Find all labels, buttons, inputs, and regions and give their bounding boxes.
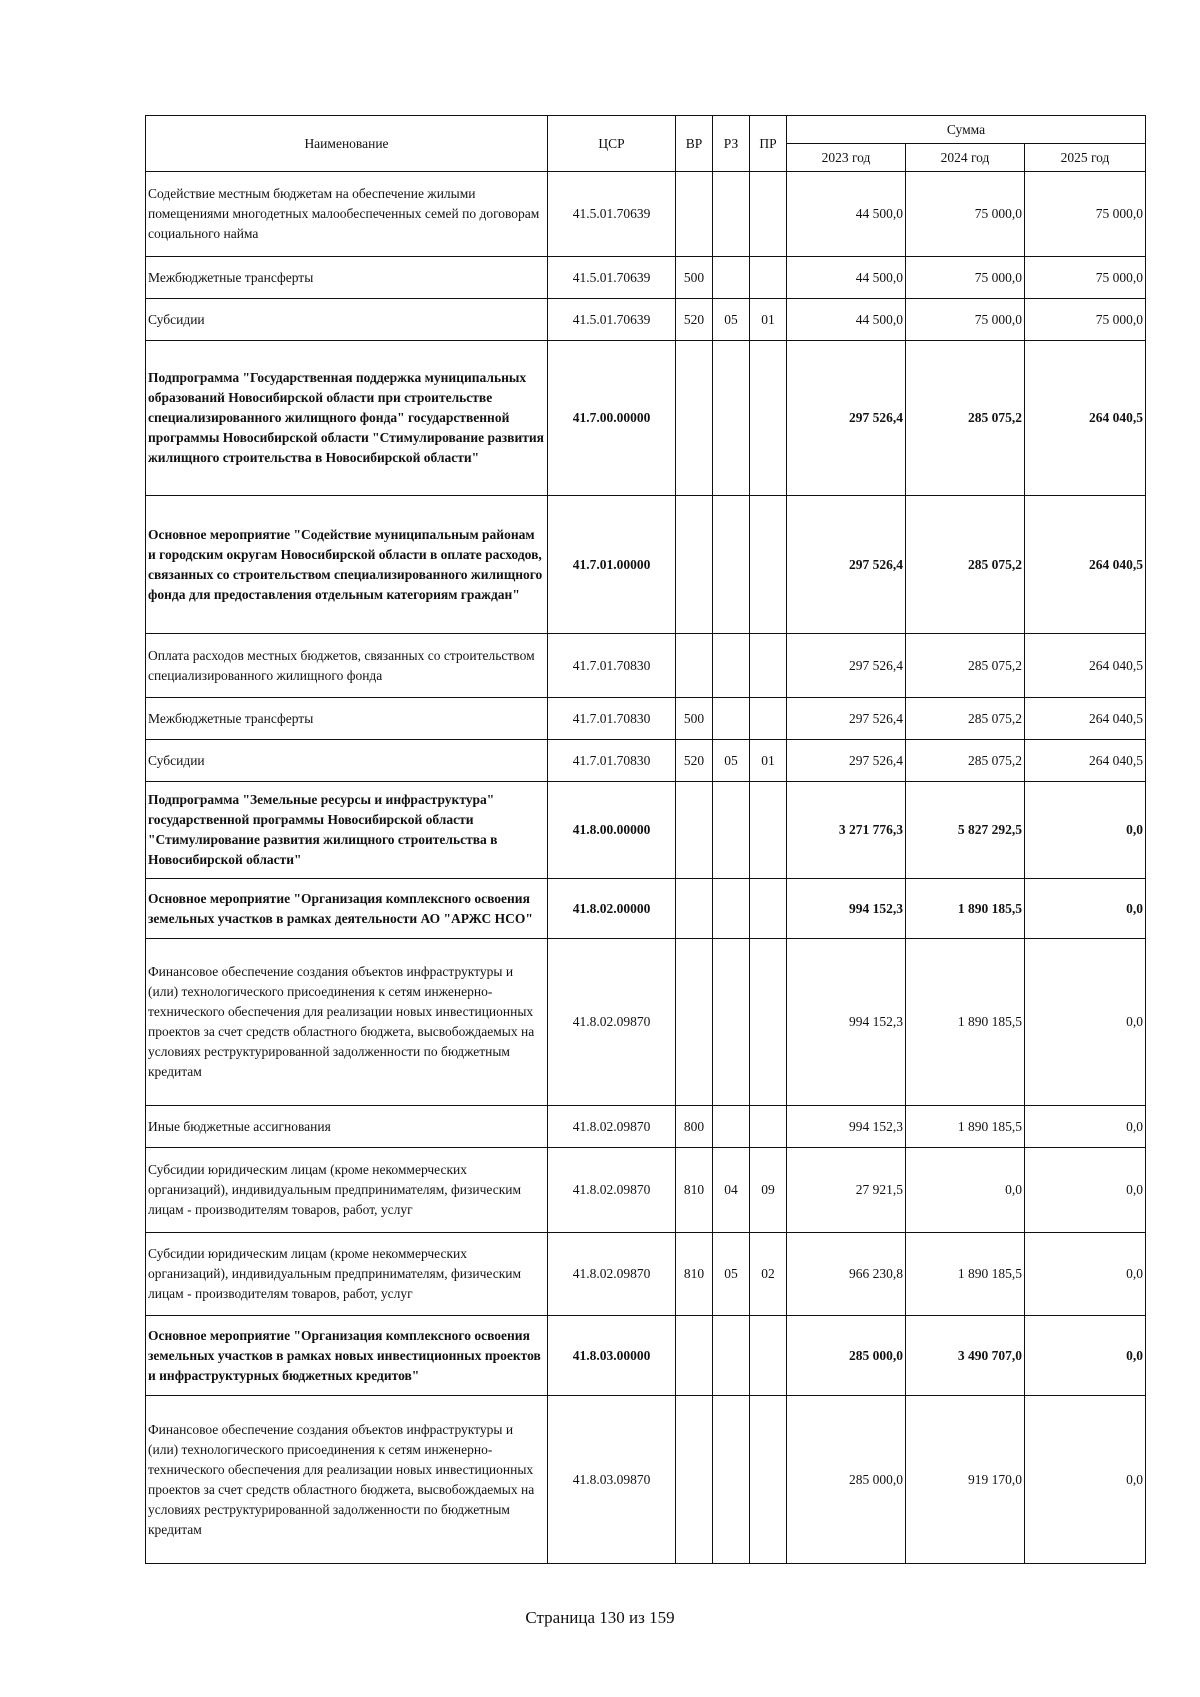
cell-name: Подпрограмма "Земельные ресурсы и инфраструктура" государственной программы Новосибирской области "Стимулирование развития жилищного строительства в Новосибирской области" [146, 782, 548, 879]
cell-vr: 500 [676, 257, 713, 299]
header-year-2025: 2025 год [1025, 144, 1146, 172]
cell-2024: 0,0 [906, 1148, 1025, 1233]
cell-vr [676, 172, 713, 257]
header-year-2024: 2024 год [906, 144, 1025, 172]
header-rz: РЗ [713, 116, 750, 172]
cell-name: Финансовое обеспечение создания объектов инфраструктуры и (или) технологического присоединения к сетям инженерно-технического обеспечения для реализации новых инвестиционных проектов за счет средств областного бюджета, высвобождаемых на условиях реструктурированной задолженности по бюджетным кредитам [146, 939, 548, 1106]
cell-vr [676, 782, 713, 879]
cell-2025: 264 040,5 [1025, 740, 1146, 782]
cell-rz [713, 939, 750, 1106]
cell-rz [713, 496, 750, 634]
cell-2024: 285 075,2 [906, 634, 1025, 698]
cell-2023: 297 526,4 [787, 740, 906, 782]
cell-pr [750, 1316, 787, 1396]
table-row [146, 1316, 1146, 1396]
cell-name: Субсидии [146, 740, 548, 782]
table-row [146, 740, 1146, 782]
cell-2023: 285 000,0 [787, 1396, 906, 1564]
table-row [146, 698, 1146, 740]
cell-2025: 0,0 [1025, 1316, 1146, 1396]
page-number: Страница 130 из 159 [525, 1608, 675, 1627]
cell-pr: 02 [750, 1233, 787, 1316]
cell-csr: 41.8.02.00000 [548, 879, 676, 939]
cell-name: Основное мероприятие "Организация комплексного освоения земельных участков в рамках новых инвестиционных проектов и инфраструктурных бюджетных кредитов" [146, 1316, 548, 1396]
cell-2024: 285 075,2 [906, 698, 1025, 740]
cell-vr: 810 [676, 1148, 713, 1233]
cell-2023: 27 921,5 [787, 1148, 906, 1233]
cell-2025: 75 000,0 [1025, 299, 1146, 341]
cell-2024: 75 000,0 [906, 172, 1025, 257]
cell-csr: 41.5.01.70639 [548, 257, 676, 299]
cell-csr: 41.8.03.00000 [548, 1316, 676, 1396]
cell-pr [750, 1106, 787, 1148]
table-row [146, 1148, 1146, 1233]
cell-2024: 1 890 185,5 [906, 1233, 1025, 1316]
cell-2025: 0,0 [1025, 1106, 1146, 1148]
cell-csr: 41.7.01.70830 [548, 698, 676, 740]
cell-vr [676, 634, 713, 698]
cell-2025: 264 040,5 [1025, 634, 1146, 698]
cell-2024: 285 075,2 [906, 496, 1025, 634]
cell-rz [713, 1396, 750, 1564]
header-pr: ПР [750, 116, 787, 172]
table-row [146, 341, 1146, 496]
cell-2024: 1 890 185,5 [906, 939, 1025, 1106]
header-name: Наименование [146, 116, 548, 172]
cell-rz [713, 257, 750, 299]
table-row [146, 782, 1146, 879]
cell-name: Субсидии [146, 299, 548, 341]
cell-pr [750, 939, 787, 1106]
cell-2025: 0,0 [1025, 1148, 1146, 1233]
cell-name: Финансовое обеспечение создания объектов инфраструктуры и (или) технологического присоединения к сетям инженерно-технического обеспечения для реализации новых инвестиционных проектов за счет средств областного бюджета, высвобождаемых на условиях реструктурированной задолженности по бюджетным кредитам [146, 1396, 548, 1564]
cell-rz [713, 698, 750, 740]
cell-pr [750, 698, 787, 740]
cell-2025: 75 000,0 [1025, 257, 1146, 299]
cell-csr: 41.7.01.70830 [548, 634, 676, 698]
cell-2025: 0,0 [1025, 879, 1146, 939]
cell-2025: 264 040,5 [1025, 698, 1146, 740]
cell-csr: 41.8.02.09870 [548, 939, 676, 1106]
cell-2025: 0,0 [1025, 782, 1146, 879]
header-vr: ВР [676, 116, 713, 172]
cell-2024: 3 490 707,0 [906, 1316, 1025, 1396]
cell-csr: 41.8.02.09870 [548, 1106, 676, 1148]
table-row [146, 939, 1146, 1106]
table-row [146, 1233, 1146, 1316]
cell-rz: 05 [713, 299, 750, 341]
cell-2023: 3 271 776,3 [787, 782, 906, 879]
cell-vr [676, 1396, 713, 1564]
cell-2024: 919 170,0 [906, 1396, 1025, 1564]
cell-csr: 41.7.00.00000 [548, 341, 676, 496]
cell-pr [750, 782, 787, 879]
cell-pr: 09 [750, 1148, 787, 1233]
cell-rz: 05 [713, 1233, 750, 1316]
table-row [146, 1396, 1146, 1564]
cell-pr [750, 1396, 787, 1564]
cell-pr [750, 634, 787, 698]
cell-2025: 75 000,0 [1025, 172, 1146, 257]
table-row [146, 257, 1146, 299]
budget-table [145, 115, 1146, 1564]
cell-name: Субсидии юридическим лицам (кроме некоммерческих организаций), индивидуальным предпринимателям, физическим лицам - производителям товаров, работ, услуг [146, 1148, 548, 1233]
cell-2024: 5 827 292,5 [906, 782, 1025, 879]
cell-pr [750, 496, 787, 634]
cell-2025: 264 040,5 [1025, 341, 1146, 496]
cell-2023: 44 500,0 [787, 299, 906, 341]
table-header [146, 116, 1146, 172]
cell-pr: 01 [750, 299, 787, 341]
cell-csr: 41.7.01.00000 [548, 496, 676, 634]
cell-vr: 520 [676, 740, 713, 782]
cell-2024: 1 890 185,5 [906, 1106, 1025, 1148]
cell-vr [676, 939, 713, 1106]
cell-pr [750, 257, 787, 299]
cell-name: Содействие местным бюджетам на обеспечение жилыми помещениями многодетных малообеспеченных семей по договорам социального найма [146, 172, 548, 257]
cell-csr: 41.5.01.70639 [548, 299, 676, 341]
cell-rz [713, 1316, 750, 1396]
table-row [146, 634, 1146, 698]
cell-2023: 994 152,3 [787, 1106, 906, 1148]
cell-csr: 41.8.03.09870 [548, 1396, 676, 1564]
cell-2023: 966 230,8 [787, 1233, 906, 1316]
cell-2024: 285 075,2 [906, 341, 1025, 496]
cell-csr: 41.7.01.70830 [548, 740, 676, 782]
cell-name: Межбюджетные трансферты [146, 257, 548, 299]
table-row [146, 879, 1146, 939]
cell-2025: 0,0 [1025, 1396, 1146, 1564]
cell-2025: 0,0 [1025, 939, 1146, 1106]
cell-rz [713, 634, 750, 698]
cell-2023: 297 526,4 [787, 698, 906, 740]
cell-pr [750, 879, 787, 939]
cell-vr [676, 496, 713, 634]
cell-2023: 297 526,4 [787, 634, 906, 698]
cell-rz: 04 [713, 1148, 750, 1233]
table-body [146, 172, 1146, 1564]
cell-csr: 41.5.01.70639 [548, 172, 676, 257]
table-row [146, 299, 1146, 341]
cell-rz [713, 782, 750, 879]
cell-rz: 05 [713, 740, 750, 782]
cell-csr: 41.8.02.09870 [548, 1233, 676, 1316]
cell-2023: 285 000,0 [787, 1316, 906, 1396]
cell-name: Иные бюджетные ассигнования [146, 1106, 548, 1148]
cell-csr: 41.8.00.00000 [548, 782, 676, 879]
cell-2024: 1 890 185,5 [906, 879, 1025, 939]
cell-2023: 994 152,3 [787, 939, 906, 1106]
cell-name: Межбюджетные трансферты [146, 698, 548, 740]
cell-pr [750, 172, 787, 257]
cell-2023: 44 500,0 [787, 172, 906, 257]
cell-name: Основное мероприятие "Содействие муниципальным районам и городским округам Новосибирской области в оплате расходов, связанных со строительством специализированного жилищного фонда для предоставления отдельным категориям граждан" [146, 496, 548, 634]
cell-2024: 75 000,0 [906, 299, 1025, 341]
cell-vr [676, 879, 713, 939]
cell-csr: 41.8.02.09870 [548, 1148, 676, 1233]
cell-2023: 994 152,3 [787, 879, 906, 939]
cell-name: Оплата расходов местных бюджетов, связанных со строительством специализированного жилищного фонда [146, 634, 548, 698]
cell-2023: 297 526,4 [787, 341, 906, 496]
cell-2023: 297 526,4 [787, 496, 906, 634]
table-row [146, 496, 1146, 634]
cell-2025: 0,0 [1025, 1233, 1146, 1316]
cell-vr: 520 [676, 299, 713, 341]
cell-rz [713, 1106, 750, 1148]
cell-rz [713, 879, 750, 939]
cell-rz [713, 341, 750, 496]
cell-name: Подпрограмма "Государственная поддержка муниципальных образований Новосибирской области при строительстве специализированного жилищного фонда" государственной программы Новосибирской области "Стимулирование развития жилищного строительства в Новосибирской области" [146, 341, 548, 496]
cell-vr [676, 341, 713, 496]
cell-2025: 264 040,5 [1025, 496, 1146, 634]
header-year-2023: 2023 год [787, 144, 906, 172]
cell-vr [676, 1316, 713, 1396]
cell-rz [713, 172, 750, 257]
cell-vr: 810 [676, 1233, 713, 1316]
cell-2024: 285 075,2 [906, 740, 1025, 782]
cell-pr: 01 [750, 740, 787, 782]
table-row [146, 172, 1146, 257]
cell-name: Субсидии юридическим лицам (кроме некоммерческих организаций), индивидуальным предпринимателям, физическим лицам - производителям товаров, работ, услуг [146, 1233, 548, 1316]
cell-name: Основное мероприятие "Организация комплексного освоения земельных участков в рамках деятельности АО "АРЖС НСО" [146, 879, 548, 939]
table-row [146, 1106, 1146, 1148]
cell-2023: 44 500,0 [787, 257, 906, 299]
cell-vr: 800 [676, 1106, 713, 1148]
cell-2024: 75 000,0 [906, 257, 1025, 299]
header-sum: Сумма [787, 116, 1146, 144]
cell-pr [750, 341, 787, 496]
header-csr: ЦСР [548, 116, 676, 172]
cell-vr: 500 [676, 698, 713, 740]
